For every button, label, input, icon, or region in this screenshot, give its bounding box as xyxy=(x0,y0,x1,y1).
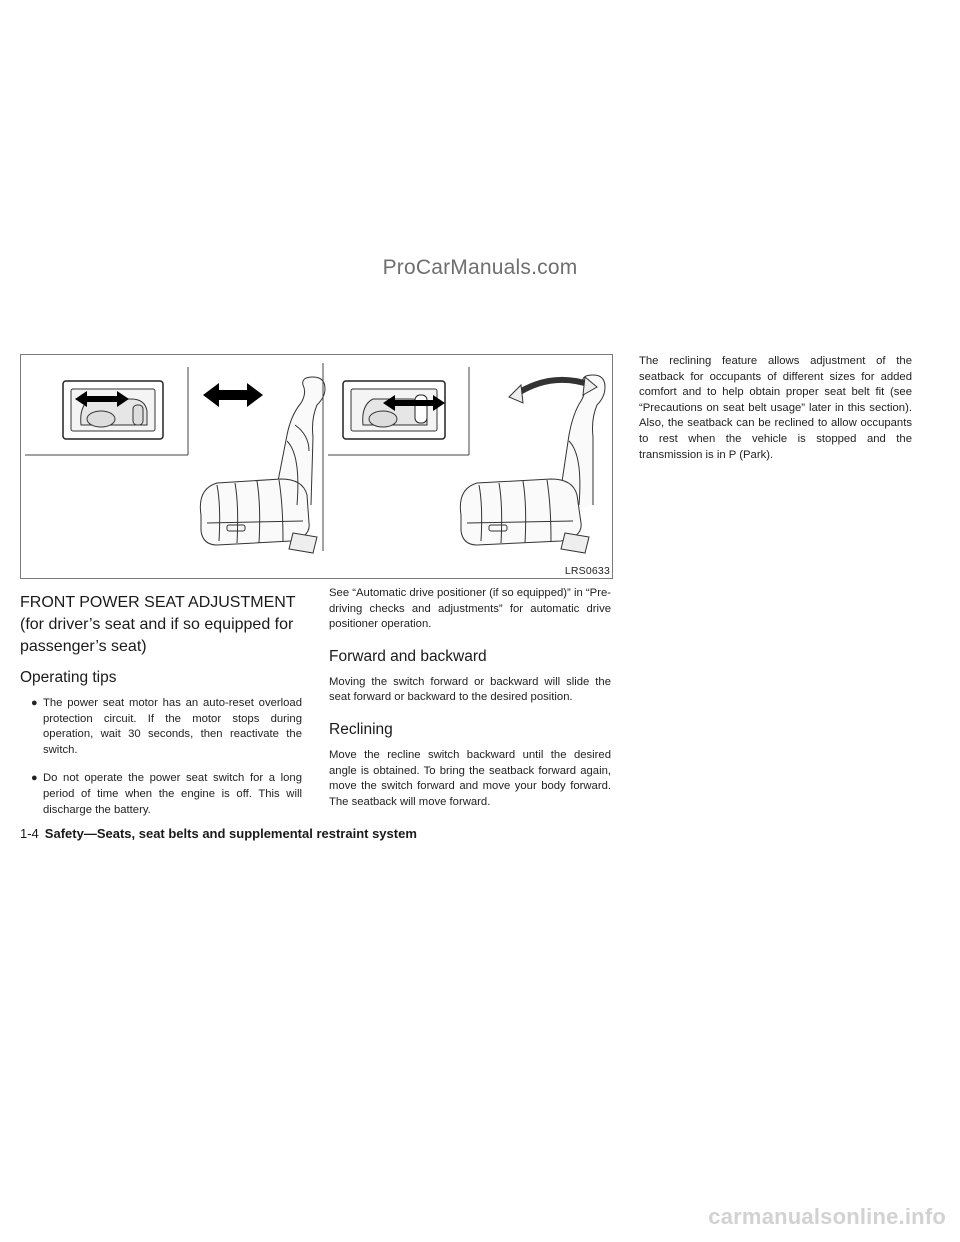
column-3 xyxy=(639,354,912,477)
column-2 xyxy=(329,586,611,824)
reclining-heading: Reclining xyxy=(329,720,393,738)
reclining-feature-text: The reclining feature allows adjustment of the seatback for occupants of different sizes for added comfort and to help obtain proper seat belt fit (see “Precautions on seat belt usage” later in this section). Also, the seatback can be reclined to allow occupants to rest when the vehicle is stopped and the transmission is in P (Park). xyxy=(639,355,912,461)
bullet-icon: ● xyxy=(31,772,38,785)
seat-adjustment-figure xyxy=(20,354,613,579)
bullet-icon: ● xyxy=(31,697,38,709)
page-number: 1-4 xyxy=(20,826,39,841)
forward-backward-text: Moving the switch forward or backward will slide the seat forward or backward to the desired position. xyxy=(329,675,611,704)
section-title: FRONT POWER SEAT ADJUSTMENT (for driver’s seat and if so equipped for passenger’s seat) xyxy=(20,594,296,655)
page-footer xyxy=(20,826,417,841)
figure-label: LRS0633 xyxy=(564,565,610,577)
column-1 xyxy=(20,592,302,831)
seat-illustration xyxy=(21,355,614,580)
reclining-text: Move the recline switch backward until the desired angle is obtained. To bring the seatback forward again, move the switch forward and move your body forward. The seatback will move forward. xyxy=(329,748,611,808)
footer-title: Safety—Seats, seat belts and supplemental restraint system xyxy=(44,826,417,841)
operating-tips-heading: Operating tips xyxy=(20,669,117,686)
operating-tips-list xyxy=(20,696,302,818)
forward-backward-heading: Forward and backward xyxy=(329,647,487,665)
list-item: ● Do not operate the power seat switch for a long period of time when the engine is off. This will discharge the battery. xyxy=(31,772,302,816)
adp-note: See “Automatic drive positioner (if so equipped)” in “Pre-driving checks and adjustments” for automatic drive positioner operation. xyxy=(329,587,611,631)
watermark-top: ProCarManuals.com xyxy=(382,256,578,279)
watermark-bottom: carmanualsonline.info xyxy=(708,1204,946,1229)
list-item: ● The power seat motor has an auto-reset overload protection circuit. If the motor stops during operation, wait 30 seconds, then reactivate the switch. xyxy=(31,697,302,756)
